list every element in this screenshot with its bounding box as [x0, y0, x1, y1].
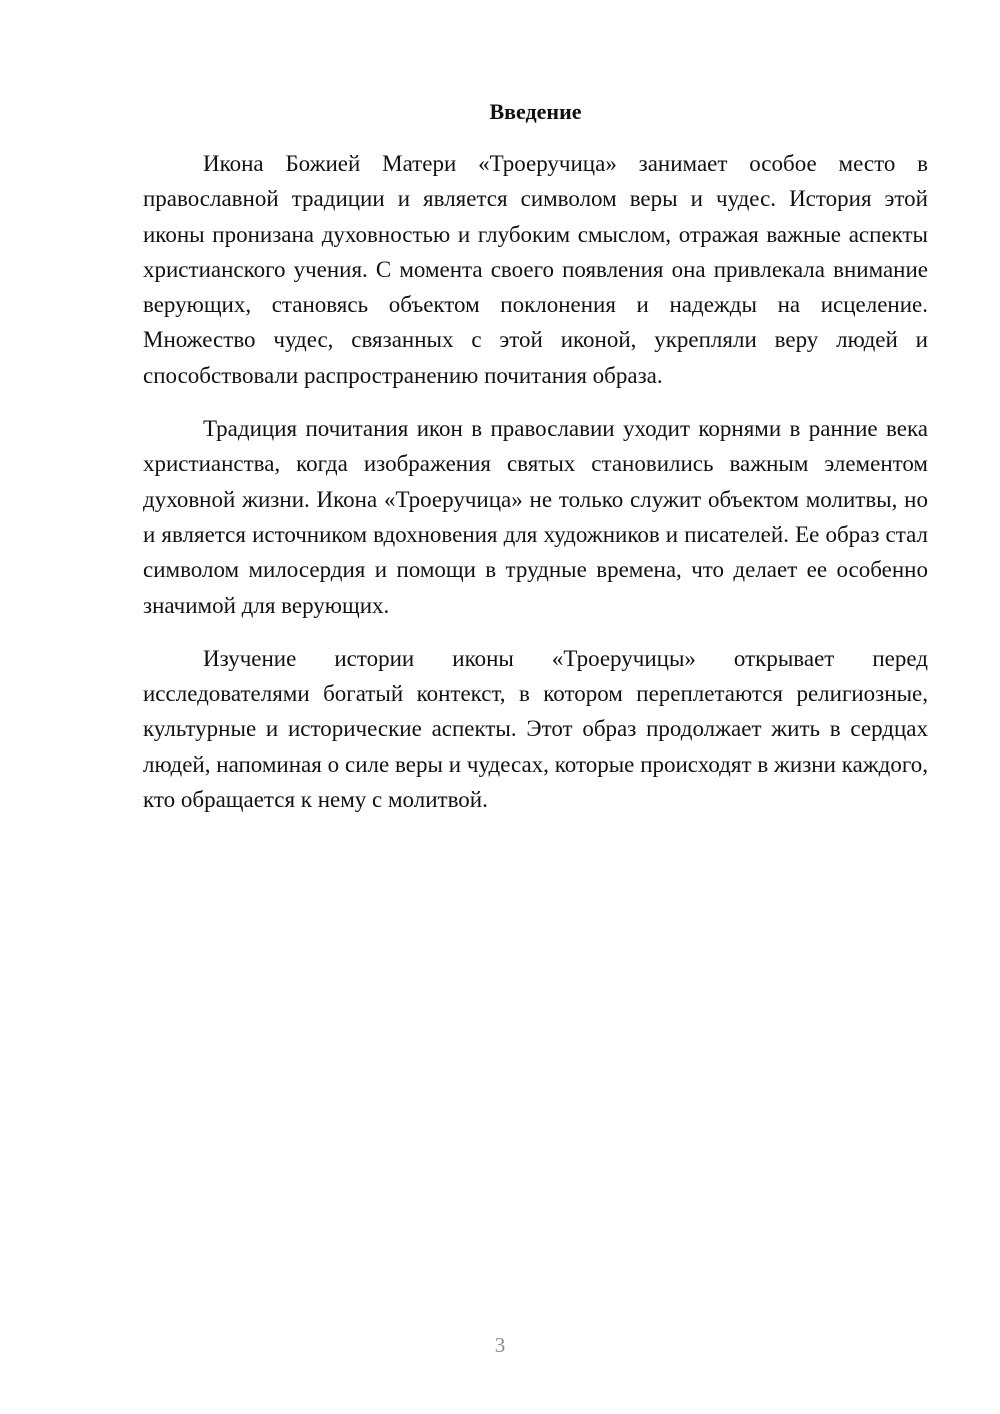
paragraph-3: Изучение истории иконы «Троеручицы» открывает перед исследователями богатый контекст, в котором переплетаются религиозные, культурные и исторические аспекты. Этот образ продолжает жить в сердцах людей, напоминая о силе веры и чудесах, которые происходят в жизни каждого, кто обращается к нему с молитвой.: [143, 645, 928, 813]
page-number: 3: [494, 1333, 506, 1357]
paragraph-1: Икона Божией Матери «Троеручица» занимает особое место в православной традиции и является символом веры и чудес. История этой иконы пронизана духовностью и глубоким смыслом, отражая важные аспекты христианского учения. С момента своего появления она привлекала внимание верующих, становясь объектом поклонения и надежды на исцеление. Множество чудес, связанных с этой иконой, укрепляли веру людей и способствовали распространению почитания образа.: [143, 151, 928, 388]
section-heading: Введение: [489, 99, 582, 124]
paragraph-2: Традиция почитания икон в православии уходит корнями в ранние века христианства, когда изображения святых становились важным элементом духовной жизни. Икона «Троеручица» не только служит объектом молитвы, но и является источником вдохновения для художников и писателей. Ее образ стал символом милосердия и помощи в трудные времена, что делает ее особенно значимой для верующих.: [143, 416, 928, 618]
page-body: [143, 94, 928, 817]
